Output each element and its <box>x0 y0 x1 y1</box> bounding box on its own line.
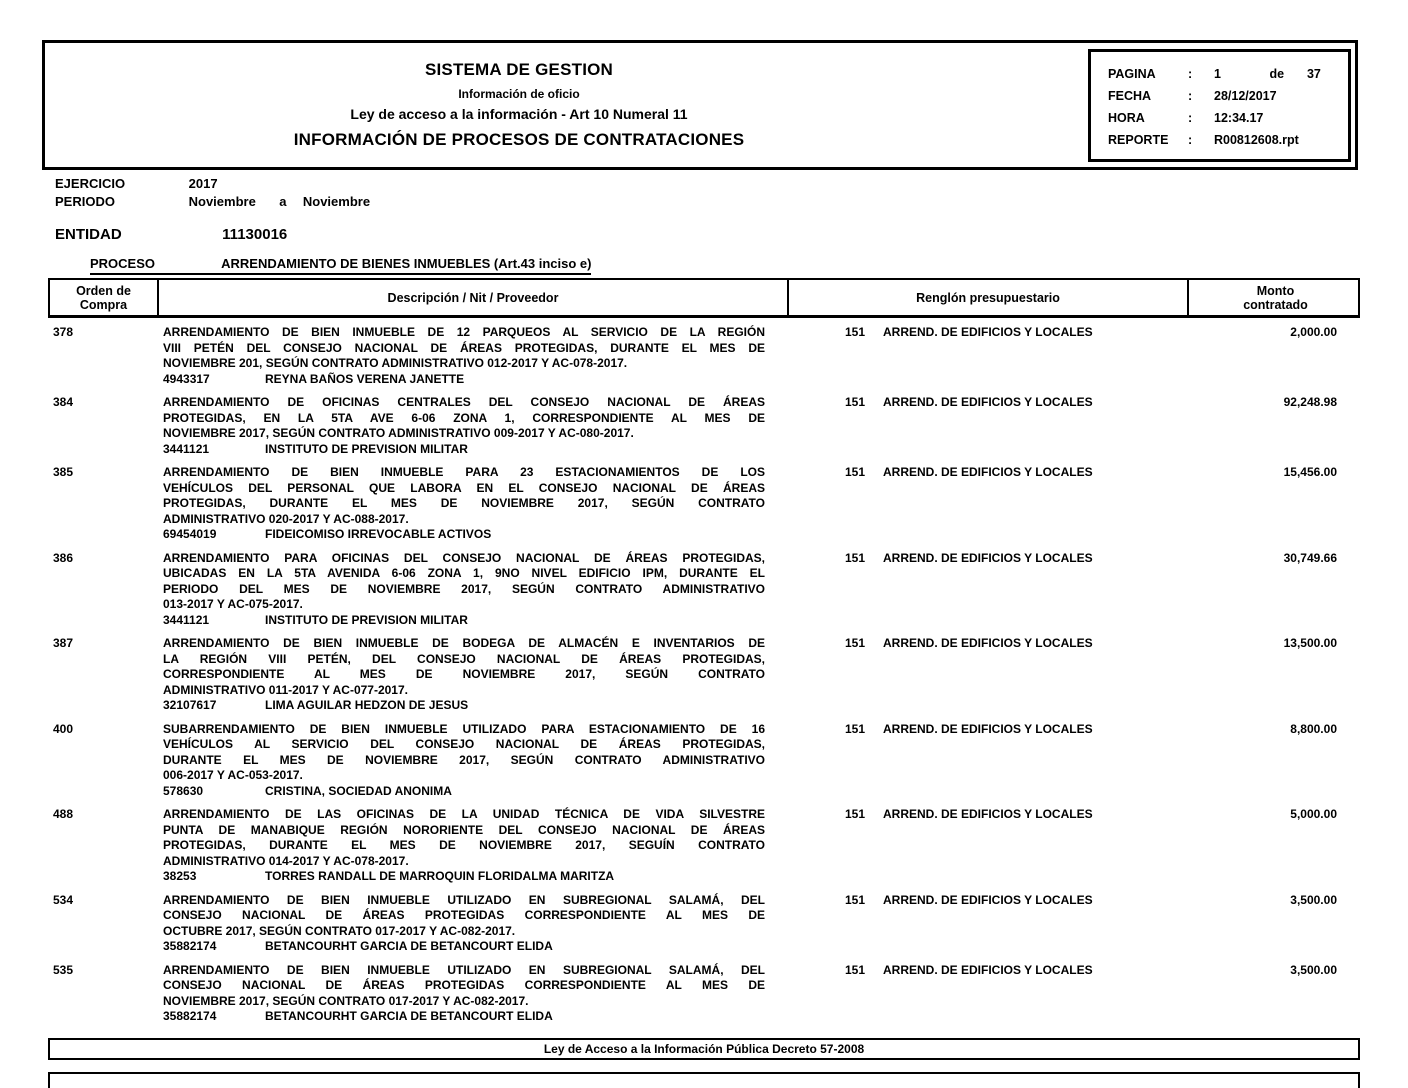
meta-row-reporte <box>1108 133 1348 147</box>
cell-orden <box>48 636 155 652</box>
pagina-value <box>1214 67 1321 81</box>
descripcion-line: PROTEGIDAS, DURANTE EL MES DE NOVIEMBRE 2017, SEGUÍN CONTRATO <box>163 838 765 852</box>
nit-value: 69454019 <box>163 527 217 541</box>
table-row <box>48 551 1360 629</box>
renglon-codigo: 151 <box>845 550 866 565</box>
table-row <box>48 395 1360 457</box>
table-row <box>48 636 1360 714</box>
report-header <box>42 40 1358 170</box>
nit-proveedor-line <box>163 1009 765 1025</box>
orden-value: 384 <box>53 395 74 409</box>
renglon-codigo: 151 <box>845 395 866 409</box>
descripcion-text <box>163 722 765 784</box>
cell-renglon <box>785 893 1185 909</box>
cell-descripcion <box>155 551 785 629</box>
table-row <box>48 465 1360 543</box>
hora-colon: : <box>1188 111 1193 125</box>
proceso-underline <box>90 256 591 275</box>
renglon-nombre: ARREND. DE EDIFICIOS Y LOCALES <box>883 807 1093 821</box>
monto-value: 13,500.00 <box>1283 636 1337 650</box>
nit-proveedor-line <box>163 784 765 800</box>
cell-orden <box>48 807 155 823</box>
descripcion-text <box>163 893 765 940</box>
orden-value: 400 <box>53 721 74 736</box>
monto-value: 8,800.00 <box>1290 721 1337 736</box>
monto-value: 5,000.00 <box>1290 807 1337 821</box>
cell-orden <box>48 395 155 411</box>
descripcion-line: ARRENDAMIENTO DE BIEN INMUEBLE DE 12 PARQUEOS AL SERVICIO DE LA REGIÓN <box>163 325 765 339</box>
descripcion-text <box>163 963 765 1010</box>
entidad-label: ENTIDAD <box>55 226 122 243</box>
nit-value: 4943317 <box>163 371 210 386</box>
descripcion-line: PROTEGIDAS, DURANTE EL MES DE NOVIEMBRE 2017, SEGÚN CONTRATO <box>163 496 765 510</box>
cell-orden <box>48 893 155 909</box>
proceso-label: PROCESO <box>90 256 156 271</box>
report-meta-box <box>1088 49 1351 162</box>
nit-value: 35882174 <box>163 1009 217 1023</box>
descripcion-line: CORRESPONDIENTE AL MES DE NOVIEMBRE 2017, SEGÚN CONTRATO <box>163 667 765 681</box>
cell-renglon <box>785 636 1185 652</box>
proveedor-name: INSTITUTO DE PREVISION MILITAR <box>265 441 468 456</box>
fecha-value: 28/12/2017 <box>1214 89 1277 103</box>
descripcion-line: ARRENDAMIENTO DE BIEN INMUEBLE DE BODEGA DE ALMACÉN E INVENTARIOS DE <box>163 636 765 650</box>
fecha-label: FECHA <box>1108 89 1152 103</box>
orden-value: 535 <box>53 962 74 977</box>
renglon-nombre: ARREND. DE EDIFICIOS Y LOCALES <box>883 325 1093 339</box>
descripcion-line: VEHÍCULOS DEL PERSONAL QUE LABORA EN EL CONSEJO NACIONAL DE ÁREAS <box>163 480 765 495</box>
descripcion-line: DURANTE EL MES DE NOVIEMBRE 2017, SEGÚN CONTRATO ADMINISTRATIVO <box>163 752 765 767</box>
ejercicio-row <box>55 176 218 191</box>
proveedor-name: BETANCOURHT GARCIA DE BETANCOURT ELIDA <box>265 939 553 953</box>
renglon-nombre: ARREND. DE EDIFICIOS Y LOCALES <box>883 550 1093 565</box>
descripcion-line: LA REGIÓN VIII PETÉN, DEL CONSEJO NACIONAL DE ÁREAS PROTEGIDAS, <box>163 651 765 666</box>
descripcion-text <box>163 807 765 869</box>
hora-label: HORA <box>1108 111 1145 125</box>
entidad-value: 11130016 <box>222 226 288 243</box>
proveedor-name: CRISTINA, SOCIEDAD ANONIMA <box>265 783 452 798</box>
cell-descripcion <box>155 807 785 885</box>
nit-proveedor-line <box>163 939 765 955</box>
descripcion-line: PROTEGIDAS, EN LA 5TA AVE 6-06 ZONA 1, CORRESPONDIENTE AL MES DE <box>163 410 765 425</box>
descripcion-line: VEHÍCULOS AL SERVICIO DEL CONSEJO NACIONAL DE ÁREAS PROTEGIDAS, <box>163 737 765 751</box>
renglon-nombre: ARREND. DE EDIFICIOS Y LOCALES <box>883 395 1093 409</box>
cell-descripcion <box>155 636 785 714</box>
nit-value: 3441121 <box>163 441 210 456</box>
descripcion-line: ADMINISTRATIVO 014-2017 Y AC-078-2017. <box>163 853 409 868</box>
proveedor-name: LIMA AGUILAR HEDZON DE JESUS <box>265 698 469 712</box>
nit-proveedor-line <box>163 613 765 629</box>
cell-renglon <box>785 963 1185 979</box>
descripcion-text <box>163 325 765 372</box>
meta-row-hora <box>1108 111 1348 125</box>
nit-value: 578630 <box>163 783 204 798</box>
meta-row-pagina <box>1108 67 1348 81</box>
table-row <box>48 722 1360 800</box>
monto-value: 2,000.00 <box>1290 325 1337 339</box>
reporte-label: REPORTE <box>1108 133 1169 147</box>
renglon-codigo: 151 <box>845 892 866 907</box>
info-oficio-line: Información de oficio <box>458 87 580 101</box>
descripcion-text <box>163 551 765 613</box>
cell-descripcion <box>155 325 785 387</box>
meta-row-fecha <box>1108 89 1348 103</box>
column-header-renglon: Renglón presupuestario <box>787 280 1187 315</box>
pagina-colon: : <box>1188 67 1193 81</box>
descripcion-line: 006-2017 Y AC-053-2017. <box>163 768 303 782</box>
descripcion-text <box>163 395 765 442</box>
descripcion-line: PUNTA DE MANABIQUE REGIÓN NORORIENTE DEL CONSEJO NACIONAL DE ÁREAS <box>163 822 765 837</box>
cell-monto <box>1185 893 1360 909</box>
descripcion-line: ARRENDAMIENTO DE LAS OFICINAS DE LA UNIDAD TÉCNICA DE VIDA SILVESTRE <box>163 807 765 821</box>
descripcion-text <box>163 636 765 698</box>
proveedor-name: INSTITUTO DE PREVISION MILITAR <box>265 612 468 627</box>
descripcion-line: ARRENDAMIENTO DE BIEN INMUEBLE UTILIZADO EN SUBREGIONAL SALAMÁ, DEL <box>163 892 765 907</box>
monto-header-line2: contratado <box>1243 297 1308 312</box>
law-line: Ley de acceso a la información - Art 10 Numeral 11 <box>350 106 688 122</box>
descripcion-line: ARRENDAMIENTO PARA OFICINAS DEL CONSEJO NACIONAL DE ÁREAS PROTEGIDAS, <box>163 550 765 565</box>
column-header-descripcion: Descripción / Nit / Proveedor <box>157 280 787 315</box>
descripcion-line: NOVIEMBRE 201, SEGÚN CONTRATO ADMINISTRATIVO 012-2017 Y AC-078-2017. <box>163 356 628 370</box>
monto-value: 92,248.98 <box>1283 395 1337 409</box>
orden-value: 386 <box>53 550 74 565</box>
descripcion-line: ADMINISTRATIVO 020-2017 Y AC-088-2017. <box>163 511 409 526</box>
nit-proveedor-line <box>163 372 765 388</box>
footer-bar <box>48 1038 1360 1060</box>
monto-value: 3,500.00 <box>1290 892 1337 907</box>
pagina-de: de <box>1269 67 1285 81</box>
report-title-block <box>45 60 993 150</box>
cell-renglon <box>785 325 1185 341</box>
renglon-codigo: 151 <box>845 465 866 479</box>
table-body <box>48 318 1360 1025</box>
cell-descripcion <box>155 722 785 800</box>
renglon-nombre: ARREND. DE EDIFICIOS Y LOCALES <box>883 465 1093 479</box>
cell-monto <box>1185 551 1360 567</box>
descripcion-line: 013-2017 Y AC-075-2017. <box>163 597 303 611</box>
proceso-row <box>90 256 591 275</box>
periodo-conjunction: a <box>279 194 287 209</box>
cell-monto <box>1185 963 1360 979</box>
pagina-total: 37 <box>1306 67 1321 81</box>
monto-header-line1: Monto <box>1256 283 1295 298</box>
descripcion-line: NOVIEMBRE 2017, SEGÚN CONTRATO ADMINISTRATIVO 009-2017 Y AC-080-2017. <box>163 426 634 440</box>
descripcion-line: SUBARRENDAMIENTO DE BIEN INMUEBLE UTILIZADO PARA ESTACIONAMIENTO DE 16 <box>163 721 765 736</box>
cell-monto <box>1185 807 1360 823</box>
cell-renglon <box>785 807 1185 823</box>
descripcion-text <box>163 465 765 527</box>
monto-value: 30,749.66 <box>1283 550 1337 565</box>
column-header-monto <box>1187 280 1362 315</box>
nit-proveedor-line <box>163 442 765 458</box>
cell-monto <box>1185 465 1360 481</box>
cell-descripcion <box>155 963 785 1025</box>
descripcion-line: CONSEJO NACIONAL DE ÁREAS PROTEGIDAS CORRESPONDIENTE AL MES DE <box>163 978 765 992</box>
next-section-stub <box>48 1072 1360 1088</box>
cell-renglon <box>785 465 1185 481</box>
ejercicio-label: EJERCICIO <box>55 176 126 191</box>
orden-header-line2: Compra <box>79 297 128 312</box>
system-title: SISTEMA DE GESTION <box>424 60 614 79</box>
periodo-from: Noviembre <box>188 194 256 209</box>
proveedor-name: BETANCOURHT GARCIA DE BETANCOURT ELIDA <box>265 1009 553 1023</box>
footer-law-text: Ley de Acceso a la Información Pública Decreto 57-2008 <box>543 1042 865 1056</box>
nit-value: 38253 <box>163 869 197 883</box>
reporte-colon: : <box>1188 133 1193 147</box>
proveedor-name: REYNA BAÑOS VERENA JANETTE <box>265 371 465 386</box>
cell-orden <box>48 722 155 738</box>
renglon-codigo: 151 <box>845 807 866 821</box>
descripcion-line: OCTUBRE 2017, SEGÚN CONTRATO 017-2017 Y AC-082-2017. <box>163 923 516 938</box>
nit-proveedor-line <box>163 527 765 543</box>
cell-descripcion <box>155 465 785 543</box>
descripcion-line: ARRENDAMIENTO DE BIEN INMUEBLE PARA 23 ESTACIONAMIENTOS DE LOS <box>163 465 765 479</box>
table-row <box>48 963 1360 1025</box>
periodo-to: Noviembre <box>302 194 371 209</box>
descripcion-line: ADMINISTRATIVO 011-2017 Y AC-077-2017. <box>163 682 408 697</box>
monto-value: 3,500.00 <box>1290 962 1337 977</box>
proveedor-name: TORRES RANDALL DE MARROQUIN FLORIDALMA MARITZA <box>265 869 615 883</box>
column-header-orden <box>50 280 157 315</box>
cell-monto <box>1185 325 1360 341</box>
pagina-number: 1 <box>1214 67 1221 81</box>
renglon-codigo: 151 <box>845 636 866 650</box>
cell-monto <box>1185 722 1360 738</box>
descripcion-line: UBICADAS EN LA 5TA AVENIDA 6-06 ZONA 1, 9NO NIVEL EDIFICIO IPM, DURANTE EL <box>163 566 765 580</box>
renglon-nombre: ARREND. DE EDIFICIOS Y LOCALES <box>883 962 1093 977</box>
nit-value: 35882174 <box>163 939 217 953</box>
cell-orden <box>48 551 155 567</box>
monto-value: 15,456.00 <box>1283 465 1337 479</box>
nit-value: 3441121 <box>163 612 210 627</box>
periodo-label: PERIODO <box>55 194 115 209</box>
cell-monto <box>1185 395 1360 411</box>
ejercicio-value: 2017 <box>188 176 218 191</box>
proveedor-name: FIDEICOMISO IRREVOCABLE ACTIVOS <box>265 527 492 541</box>
cell-descripcion <box>155 395 785 457</box>
hora-value: 12:34.17 <box>1214 111 1264 125</box>
nit-proveedor-line <box>163 698 765 714</box>
descripcion-line: PERIODO DEL MES DE NOVIEMBRE 2017, SEGÚN CONTRATO ADMINISTRATIVO <box>163 581 765 596</box>
renglon-codigo: 151 <box>845 325 866 339</box>
contracts-table <box>48 278 1360 1033</box>
descripcion-line: ARRENDAMIENTO DE BIEN INMUEBLE UTILIZADO EN SUBREGIONAL SALAMÁ, DEL <box>163 962 765 977</box>
orden-value: 387 <box>53 636 74 650</box>
entidad-row <box>55 226 287 243</box>
cell-orden <box>48 465 155 481</box>
pagina-label: PAGINA <box>1108 67 1156 81</box>
cell-descripcion <box>155 893 785 955</box>
cell-monto <box>1185 636 1360 652</box>
nit-proveedor-line <box>163 869 765 885</box>
cell-renglon <box>785 551 1185 567</box>
orden-value: 534 <box>53 892 74 907</box>
descripcion-line: ARRENDAMIENTO DE OFICINAS CENTRALES DEL CONSEJO NACIONAL DE ÁREAS <box>163 395 765 409</box>
table-header-row <box>48 278 1360 318</box>
renglon-codigo: 151 <box>845 721 866 736</box>
reporte-value: R00812608.rpt <box>1214 133 1299 147</box>
orden-header-line1: Orden de <box>76 283 131 298</box>
report-title: INFORMACIÓN DE PROCESOS DE CONTRATACIONES <box>293 130 745 149</box>
renglon-nombre: ARREND. DE EDIFICIOS Y LOCALES <box>883 892 1093 907</box>
descripcion-line: NOVIEMBRE 2017, SEGÚN CONTRATO 017-2017 Y AC-082-2017. <box>163 993 529 1008</box>
cell-renglon <box>785 722 1185 738</box>
descripcion-line: CONSEJO NACIONAL DE ÁREAS PROTEGIDAS CORRESPONDIENTE AL MES DE <box>163 908 765 922</box>
orden-value: 385 <box>53 465 74 479</box>
renglon-nombre: ARREND. DE EDIFICIOS Y LOCALES <box>883 721 1093 736</box>
cell-orden <box>48 963 155 979</box>
cell-renglon <box>785 395 1185 411</box>
table-row <box>48 893 1360 955</box>
periodo-row <box>55 194 370 209</box>
nit-value: 32107617 <box>163 698 217 712</box>
table-row <box>48 807 1360 885</box>
table-row <box>48 325 1360 387</box>
orden-value: 488 <box>53 807 74 821</box>
renglon-nombre: ARREND. DE EDIFICIOS Y LOCALES <box>883 636 1093 650</box>
cell-orden <box>48 325 155 341</box>
fecha-colon: : <box>1188 89 1193 103</box>
descripcion-line: VIII PETÉN DEL CONSEJO NACIONAL DE ÁREAS PROTEGIDAS, DURANTE EL MES DE <box>163 340 765 355</box>
renglon-codigo: 151 <box>845 962 866 977</box>
orden-value: 378 <box>53 325 74 339</box>
proceso-value: ARRENDAMIENTO DE BIENES INMUEBLES (Art.43 inciso e) <box>221 256 592 271</box>
